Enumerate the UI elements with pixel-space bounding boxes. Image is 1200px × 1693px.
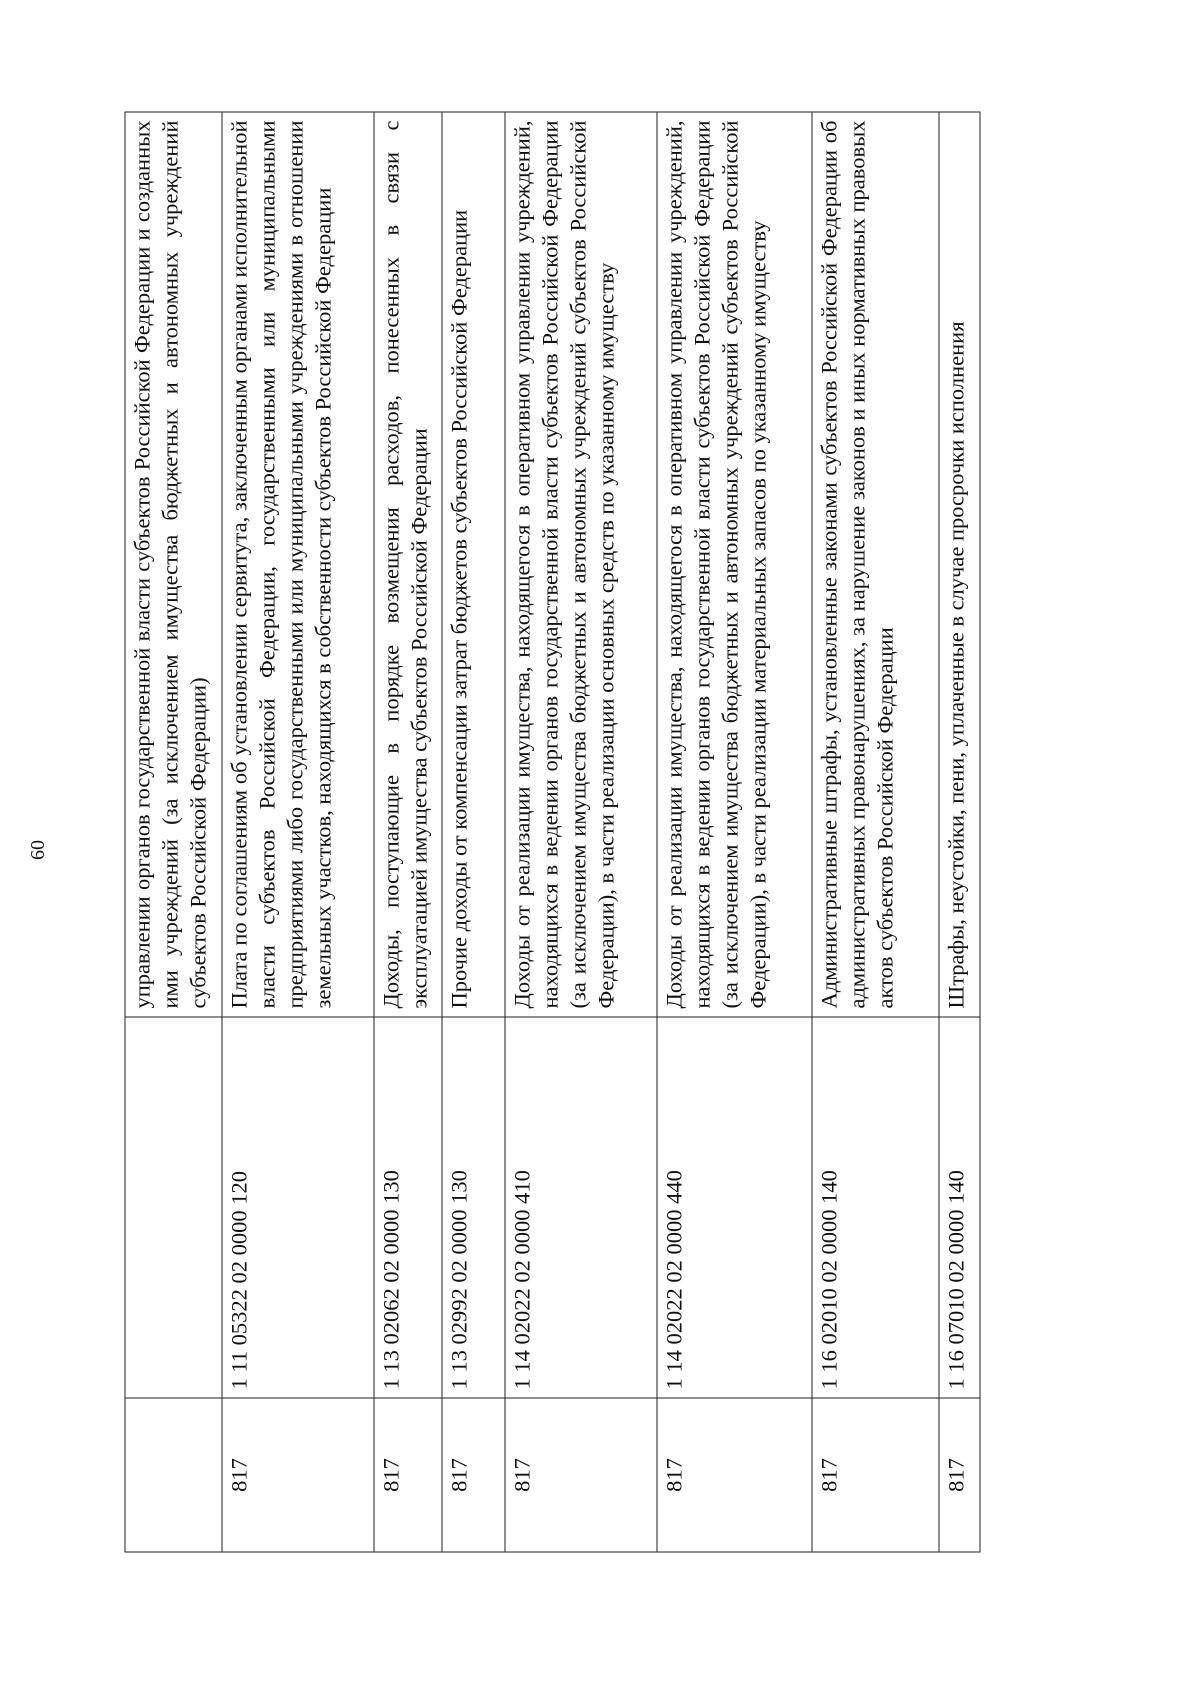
page-number: 60 (27, 840, 49, 860)
budget-code-cell: 1 11 05322 02 0000 120 (222, 1017, 374, 1398)
admin-code-cell: 817 (442, 1398, 505, 1552)
table-row (222, 112, 374, 1552)
table-row (505, 112, 657, 1552)
revenue-codes-table (124, 111, 980, 1552)
budget-code-cell: 1 16 02010 02 0000 140 (812, 1017, 939, 1398)
table-row (125, 112, 222, 1552)
table-row (939, 112, 980, 1552)
admin-code-cell: 817 (657, 1398, 812, 1552)
budget-code-cell: 1 13 02062 02 0000 130 (374, 1017, 442, 1398)
table-row (442, 112, 505, 1552)
description-cell: Доходы, поступающие в порядке возмещения расходов, понесенных в связи с эксплуатацией имущества субъектов Российской Федерации (374, 112, 442, 1017)
rotated-table-container (124, 112, 1015, 1552)
admin-code-cell: 817 (374, 1398, 442, 1552)
description-cell: Плата по соглашениям об установлении сервитута, заключенным органами исполнительной власти субъектов Российской Федерации, государственными или муниципальными предприятиями либо государственными или муниципальными учреждениями в отношении земельных участков, находящихся в собственности субъектов Российской Федерации (222, 112, 374, 1017)
admin-code-cell: 817 (812, 1398, 939, 1552)
description-cell: управлении органов государственной власти субъектов Российской Федерации и созданных ими учреждений (за исключением имущества бюджетных и автономных учреждений субъектов Российской Федерации) (125, 112, 222, 1017)
budget-code-cell: 1 16 07010 02 0000 140 (939, 1017, 980, 1398)
budget-code-cell: 1 13 02992 02 0000 130 (442, 1017, 505, 1398)
budget-code-cell (125, 1017, 222, 1398)
admin-code-cell: 817 (505, 1398, 657, 1552)
description-cell: Административные штрафы, установленные законами субъектов Российской Федерации об административных правонарушениях, за нарушение законов и иных нормативных правовых актов субъектов Российской Федерации (812, 112, 939, 1017)
description-cell: Прочие доходы от компенсации затрат бюджетов субъектов Российской Федерации (442, 112, 505, 1017)
description-cell: Доходы от реализации имущества, находящегося в оперативном управлении учреждений, находящихся в ведении органов государственной власти субъектов Российской Федерации (за исключением имущества бюджетных и автономных учреждений субъектов Российской Федерации), в части реализации основных средств по указанному имуществу (505, 112, 657, 1017)
table-row (812, 112, 939, 1552)
budget-code-cell: 1 14 02022 02 0000 440 (657, 1017, 812, 1398)
description-cell: Штрафы, неустойки, пени, уплаченные в случае просрочки исполнения (939, 112, 980, 1017)
table-row (374, 112, 442, 1552)
description-cell: Доходы от реализации имущества, находящегося в оперативном управлении учреждений, находящихся в ведении органов государственной власти субъектов Российской Федерации (за исключением имущества бюджетных и автономных учреждений субъектов Российской Федерации), в части реализации материальных запасов по указанному имуществу (657, 112, 812, 1017)
admin-code-cell: 817 (222, 1398, 374, 1552)
admin-code-cell (125, 1398, 222, 1552)
table-row (657, 112, 812, 1552)
admin-code-cell: 817 (939, 1398, 980, 1552)
budget-code-cell: 1 14 02022 02 0000 410 (505, 1017, 657, 1398)
